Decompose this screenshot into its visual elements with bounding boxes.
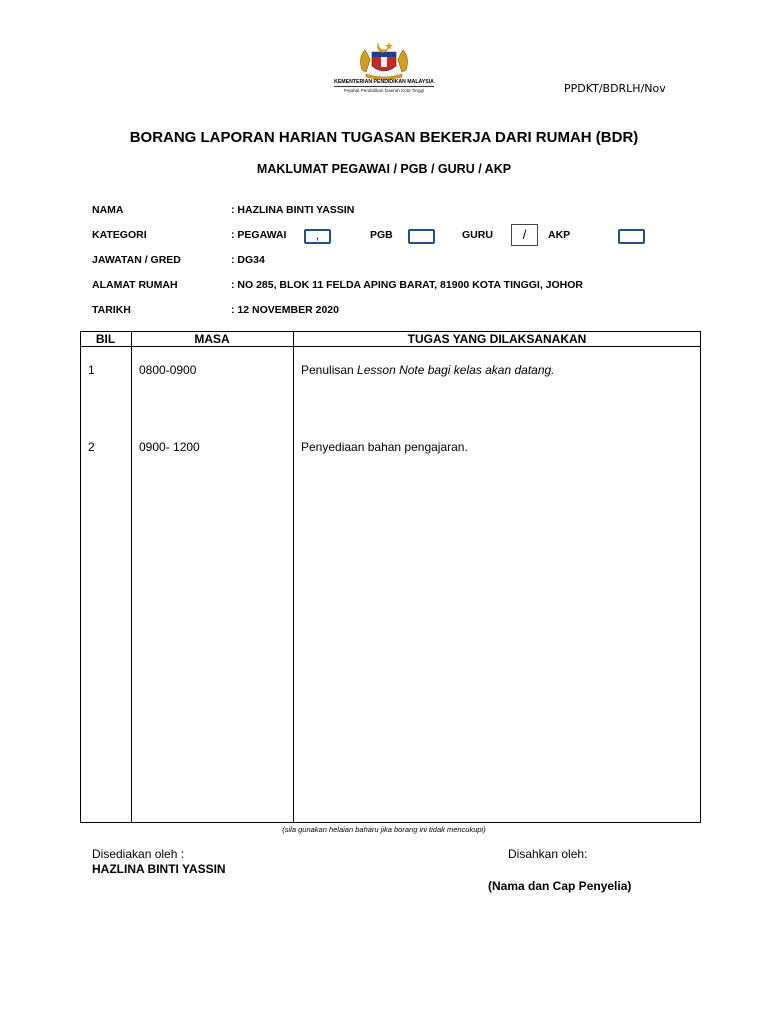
tarikh-value: : 12 NOVEMBER 2020 <box>231 304 339 316</box>
row-1-tugas-italic: Lesson Note bagi kelas akan datang. <box>357 363 555 377</box>
row-2-tugas <box>301 440 468 454</box>
nama-label: NAMA <box>92 204 124 216</box>
kategori-label: KATEGORI <box>92 229 147 241</box>
tarikh-label: TARIKH <box>92 304 131 316</box>
alamat-value: : NO 285, BLOK 11 FELDA APING BARAT, 81900 KOTA TINGGI, JOHOR <box>231 279 584 291</box>
row-2-tugas-text: Penyediaan bahan pengajaran. <box>301 440 468 454</box>
header-masa: MASA <box>194 332 230 346</box>
pgb-checkbox[interactable] <box>408 229 435 244</box>
reference-code: PPDKT/BDRLH/Nov <box>564 82 666 95</box>
akp-label: AKP <box>548 229 571 241</box>
pegawai-checkbox[interactable]: , <box>304 229 331 244</box>
guru-checkbox[interactable]: / <box>511 224 538 246</box>
row-1-masa: 0800-0900 <box>139 363 197 377</box>
guru-label: GURU <box>462 229 493 241</box>
office-name: Pejabat Pendidikan Daerah Kota Tinggi <box>343 88 425 93</box>
row-1-tugas <box>301 363 555 377</box>
header-tugas: TUGAS YANG DILAKSANAKAN <box>407 332 587 346</box>
task-table <box>80 331 701 823</box>
approved-by-label: Disahkan oleh: <box>508 847 588 861</box>
jawatan-label: JAWATAN / GRED <box>92 254 181 266</box>
table-footnote: (sila gunakan helaian baharu jika borang ini tidak mencukupi) <box>282 825 486 834</box>
kategori-prefix: : PEGAWAI <box>231 229 287 241</box>
table-column-divider <box>131 331 132 823</box>
row-1-tugas-text: Penulisan <box>301 363 358 377</box>
prepared-by-label: Disediakan oleh : <box>92 847 185 861</box>
logo-divider <box>334 86 434 87</box>
jawatan-value: : DG34 <box>231 254 265 266</box>
row-2-masa: 0900- 1200 <box>139 440 200 454</box>
table-column-divider <box>293 331 294 823</box>
alamat-label: ALAMAT RUMAH <box>92 279 178 291</box>
nama-value: : HAZLINA BINTI YASSIN <box>231 204 355 216</box>
supervisor-name-stamp-note: (Nama dan Cap Penyelia) <box>488 879 632 893</box>
akp-checkbox[interactable] <box>618 229 645 244</box>
row-2-bil: 2 <box>88 440 95 454</box>
ministry-name: KEMENTERIAN PENDIDIKAN MALAYSIA <box>334 79 434 85</box>
pgb-label: PGB <box>370 229 393 241</box>
header-bil: BIL <box>95 332 116 346</box>
form-title: BORANG LAPORAN HARIAN TUGASAN BEKERJA DARI RUMAH (BDR) <box>129 129 639 146</box>
row-1-bil: 1 <box>88 363 95 377</box>
prepared-by-name: HAZLINA BINTI YASSIN <box>92 862 226 876</box>
table-header-divider <box>80 346 701 347</box>
form-subtitle: MAKLUMAT PEGAWAI / PGB / GURU / AKP <box>256 162 512 176</box>
